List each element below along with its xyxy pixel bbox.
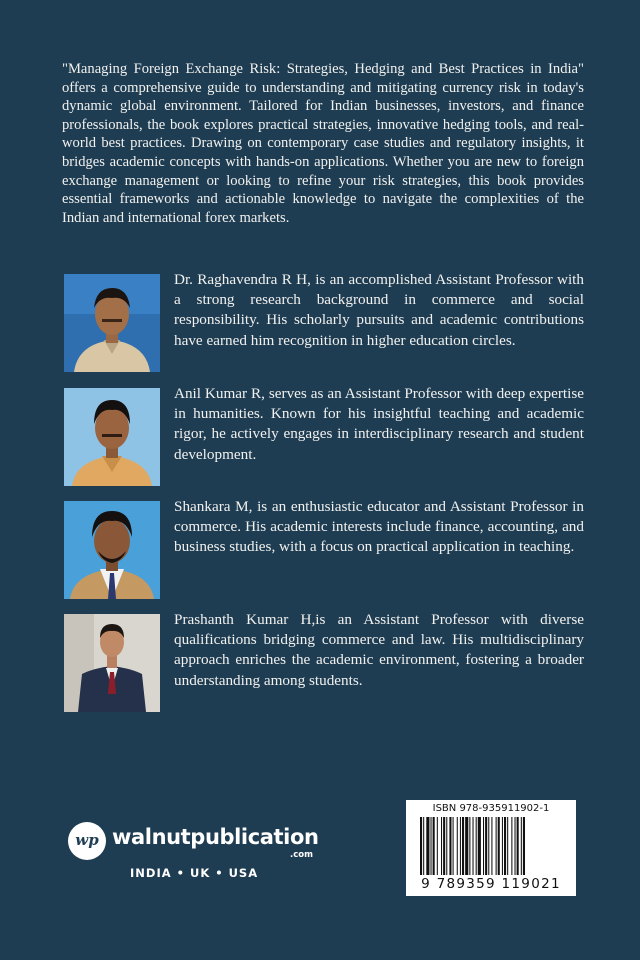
barcode-bar [523,817,525,875]
book-description: "Managing Foreign Exchange Risk: Strategies, Hedging and Best Practices in India" offers a comprehensive guide to understanding and mitigating currency risk in today's dynamic global environment. Tailored for Indian businesses, investors, and finance professionals, the book explores practical strategies, innovative hedging tools, and real-world best practices. Drawing on contemporary case studies and regulatory insights, it bridges academic concepts with hands-on applications. Whether you are new to foreign exchange management or looking to refine your risk strategies, this book provides essential frameworks and actionable knowledge to navigate the complexities of the Indian and international forex markets. [62,61,584,226]
barcode-bar [449,817,451,875]
barcode-bar [485,817,487,875]
barcode-bar [457,817,458,875]
publisher-regions: INDIA • UK • USA [130,866,259,880]
author-entry-4 [64,611,584,712]
author-bio-3: Shankara M, is an enthusiastic educator and Assistant Professor in commerce. His academic interests include finance, accounting, and business studies, with a focus on practical application in teaching. [174,498,584,556]
publisher-logo-mark-text: wp [75,831,99,849]
publisher-domain: .com [290,850,313,860]
barcode-bar [446,817,447,875]
barcode-bar [426,817,429,875]
publisher-logo-mark [68,822,106,860]
barcode-bars [420,817,562,877]
author-photo-3 [64,501,160,599]
barcode-bar [437,817,438,875]
barcode-bar [433,817,435,875]
barcode-bar [511,817,512,875]
publisher-name: walnutpublication [112,825,319,849]
barcode-bar [502,817,503,875]
barcode-bar [478,817,481,875]
barcode-bar [460,817,461,875]
barcode-bar [462,817,464,875]
barcode-bar [441,817,442,875]
author-photo-1 [64,274,160,372]
barcode-bar [420,817,422,875]
author-bio-4: Prashanth Kumar H,is an Assistant Professor with diverse qualifications bridging commerce and law. His multidisciplinary approach enriches the academic environment, fostering a broader understanding among students. [174,611,584,689]
barcode-bar [473,817,474,875]
author-bio-1: Dr. Raghavendra R H, is an accomplished Assistant Professor with a strong research background in commerce and social responsibility. His scholarly pursuits and academic contributions have earned him recognition in higher education circles. [174,271,584,349]
author-photo-4 [64,614,160,712]
barcode-bar [496,817,497,875]
barcode-bar [504,817,506,875]
barcode-bar [476,817,477,875]
author-entry-3 [64,498,584,599]
barcode-bar [521,817,522,875]
barcode-bar [423,817,424,875]
isbn-barcode [406,800,576,896]
barcode-bar [491,817,492,875]
author-bio-2: Anil Kumar R, serves as an Assistant Professor with deep expertise in humanities. Known for his insightful teaching and academic rigor, he actively engages in interdisciplinary research and student development. [174,385,584,463]
isbn-label: ISBN 978-935911902-1 [432,803,550,814]
isbn-digits: 9 789359 119021 [421,876,561,892]
author-entry-1 [64,271,584,372]
barcode-bar [483,817,484,875]
barcode-bar [465,817,468,875]
barcode-bar [443,817,445,875]
barcode-bar [507,817,508,875]
author-entry-2 [64,385,584,486]
publisher-logo [68,822,328,892]
barcode-bar [431,817,432,875]
barcode-bar [498,817,500,875]
barcode-bar [517,817,519,875]
author-photo-2 [64,388,160,486]
barcode-bar [488,817,489,875]
barcode-bar [453,817,454,875]
barcode-bar [469,817,470,875]
barcode-bar [515,817,516,875]
